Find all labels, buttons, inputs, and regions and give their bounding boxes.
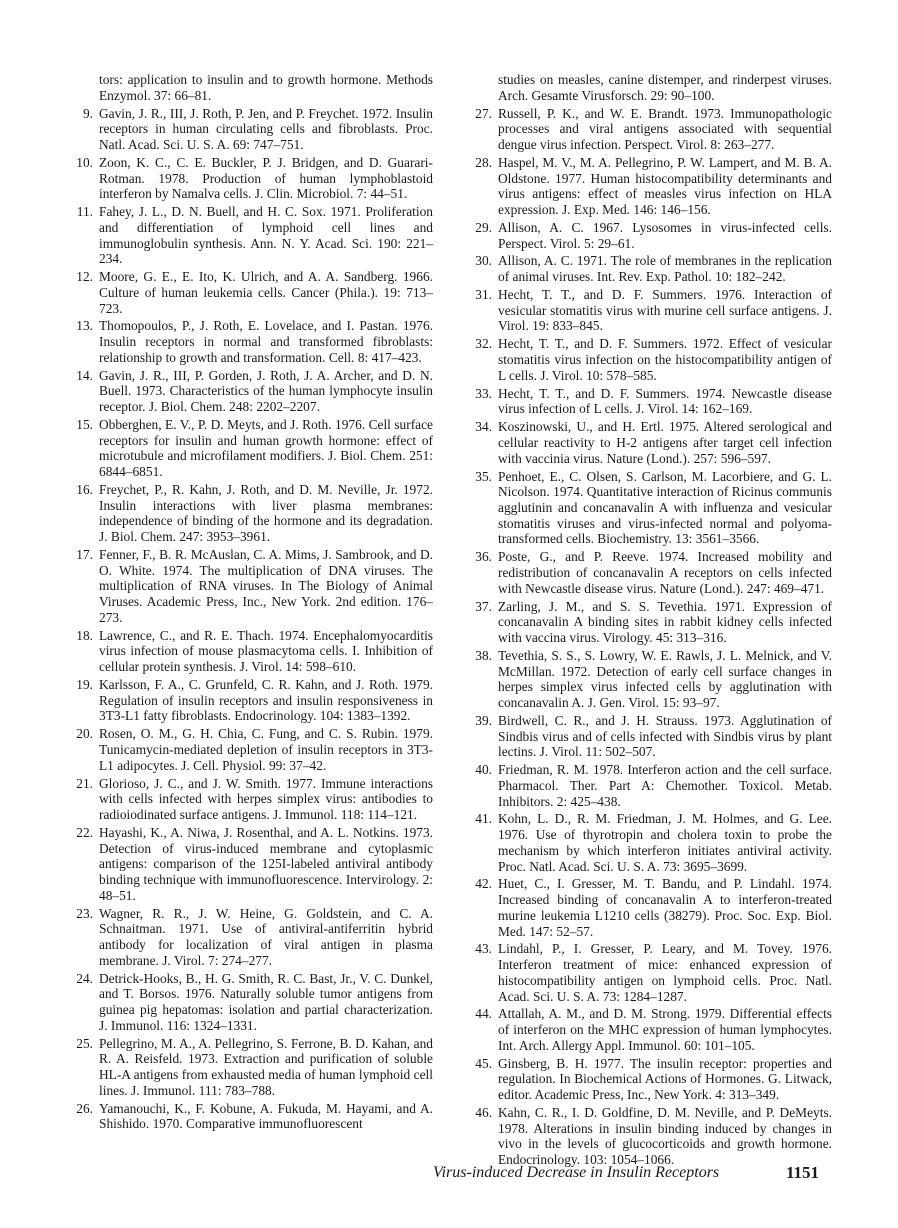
reference-text: Glorioso, J. C., and J. W. Smith. 1977. Immune interactions with cells infected with herpes simplex virus: antibodies to radioiodinated surface antigens. J. Immunol. 118: 114–121. [99,775,433,823]
reference-number: 21. [76,775,93,791]
reference-number: 35. [475,468,492,484]
reference-number: 23. [76,905,93,921]
reference-item [470,762,832,809]
reference-column-right [470,72,832,1170]
reference-text: Huet, C., I. Gresser, M. T. Bandu, and P. Lindahl. 1974. Increased binding of concanavalin A to interferon-treated murine leukemia L1210 cells (38279). Proc. Soc. Exp. Biol. Med. 147: 52–57. [498,876,832,939]
reference-text: Allison, A. C. 1971. The role of membranes in the replication of animal viruses. Int. Rev. Exp. Pathol. 10: 182–242. [498,253,832,285]
reference-text: Allison, A. C. 1967. Lysosomes in virus-infected cells. Perspect. Virol. 5: 29–61. [498,219,832,251]
reference-item [470,386,832,417]
reference-item [71,677,433,724]
reference-item [470,549,832,596]
reference-text: Hecht, T. T., and D. F. Summers. 1976. Interaction of vesicular stomatitis virus with murine cell surface antigens. J. Virol. 19: 833–845. [498,287,832,334]
reference-text: Gavin, J. R., III, P. Gorden, J. Roth, J. A. Archer, and D. N. Buell. 1973. Characteristics of the human lymphocyte insulin receptor. J. Biol. Chem. 248: 2202–2207. [99,367,433,415]
reference-number: 36. [475,549,492,565]
reference-text: Detrick-Hooks, B., H. G. Smith, R. C. Bast, Jr., V. C. Dunkel, and T. Borsos. 1976. Naturally soluble tumor antigens from guinea pig hepatomas: isolation and partial characterization. J. Immunol. 116: 1324–1331. [99,970,433,1033]
reference-item [71,106,433,153]
reference-number: 17. [76,547,93,563]
reference-item [470,1006,832,1053]
reference-text: Hecht, T. T., and D. F. Summers. 1974. Newcastle disease virus infection of L cells. J. Virol. 14: 162–169. [498,385,832,417]
reference-item [470,72,832,103]
reference-number: 24. [76,970,93,986]
reference-text: Pellegrino, M. A., A. Pellegrino, S. Ferrone, B. D. Kahan, and R. A. Reisfeld. 1973. Extraction and purification of soluble HL-A antigens from exhausted media of human lymphoid cell lines. J. Immunol. 111: 783–788. [99,1035,433,1098]
reference-text: Wagner, R. R., J. W. Heine, G. Goldstein, and C. A. Schnaitman. 1971. Use of antiviral-antiferritin hybrid antibody for localization of viral antigen in plasma membrane. J. Virol. 7: 274–277. [99,905,433,968]
reference-item [470,287,832,334]
reference-item [470,1056,832,1103]
reference-text: Kohn, L. D., R. M. Friedman, J. M. Holmes, and G. Lee. 1976. Use of thyrotropin and cholera toxin to probe the mechanism by which interferon initiates antiviral activity. Proc. Natl. Acad. Sci. U. S. A. 73: 3695–3699. [498,811,832,874]
reference-number: 44. [475,1006,492,1022]
reference-number: 33. [475,385,492,401]
reference-text: Hecht, T. T., and D. F. Summers. 1972. Effect of vesicular stomatitis virus infection on the histocompatibility antigen of L cells. J. Virol. 10: 578–585. [498,336,832,383]
reference-item [470,599,832,646]
reference-item [470,876,832,939]
reference-text: Birdwell, C. R., and J. H. Strauss. 1973. Agglutination of Sindbis virus and of cells infected with Sindbis virus by plant lectins. J. Virol. 11: 502–507. [498,712,832,760]
running-title: Virus-induced Decrease in Insulin Receptors [433,1164,720,1181]
reference-number: 20. [76,726,93,742]
reference-number: 14. [76,367,93,383]
reference-text: Gavin, J. R., III, J. Roth, P. Jen, and P. Freychet. 1972. Insulin receptors in human circulating cells and fibroblasts. Proc. Natl. Acad. Sci. U. S. A. 69: 747–751. [99,105,433,152]
reference-text: Tevethia, S. S., S. Lowry, W. E. Rawls, J. L. Melnick, and V. McMillan. 1972. Detection of early cell surface changes in herpes simplex virus infected cells by agglutination with concanavalin A. J. Gen. Virol. 15: 93–97. [498,647,832,710]
reference-text: Haspel, M. V., M. A. Pellegrino, P. W. Lampert, and M. B. A. Oldstone. 1977. Human histocompatibility determinants and virus antigens: effect of measles virus infection on HLA expression. J. Exp. Med. 146: 146–156. [498,154,832,217]
reference-column-left [71,72,433,1134]
reference-item [71,906,433,969]
reference-item [71,776,433,823]
reference-item [71,318,433,365]
reference-item [470,941,832,1004]
reference-item [470,713,832,760]
reference-item [470,336,832,383]
reference-number: 37. [475,598,492,614]
reference-item [71,269,433,316]
reference-number: 18. [76,627,93,643]
reference-item [71,482,433,545]
reference-number: 42. [475,876,492,892]
reference-item [71,825,433,904]
reference-item [71,1036,433,1099]
reference-text: Zoon, K. C., C. E. Buckler, P. J. Bridgen, and D. Guarari-Rotman. 1978. Production of human lymphoblastoid interferon by Namalva cells. J. Clin. Microbiol. 7: 44–51. [99,154,433,202]
reference-number: 11. [76,204,93,220]
reference-item [470,220,832,251]
reference-text: Rosen, O. M., G. H. Chia, C. Fung, and C. S. Rubin. 1979. Tunicamycin-mediated depletion of insulin receptors in 3T3-L1 adipocytes. J. Cell. Physiol. 99: 37–42. [99,726,433,773]
reference-number: 25. [76,1035,93,1051]
reference-item [71,1101,433,1132]
reference-item [71,417,433,480]
reference-text: Zarling, J. M., and S. S. Tevethia. 1971. Expression of concanavalin A binding sites in rabbit kidney cells infected with vaccina virus. Virology. 45: 313–316. [498,598,832,645]
reference-text: Kahn, C. R., I. D. Goldfine, D. M. Neville, and P. DeMeyts. 1978. Alterations in insulin binding induced by changes in vivo in the levels of glucocorticoids and growth hormone. Endocrinology. 103: 1054–1066. [498,1105,832,1168]
reference-item [470,811,832,874]
reference-text: Obberghen, E. V., P. D. Meyts, and J. Roth. 1976. Cell surface receptors for insulin and human growth hormone: effect of microtubule and microfilament modifiers. J. Biol. Chem. 251: 6844–6851. [99,417,433,480]
reference-number: 27. [475,105,492,121]
reference-text: Penhoet, E., C. Olsen, S. Carlson, M. Lacorbiere, and G. L. Nicolson. 1974. Quantitative interaction of Ricinus communis agglutinin and concanavalin A with influenza and vesicular stomatitis viruses and virus-infected normal and polyoma-transformed cells. Biochemistry. 13: 3561–3566. [498,468,832,547]
reference-text: Poste, G., and P. Reeve. 1974. Increased mobility and redistribution of concanavalin A receptors on cells infected with Newcastle disease virus. Nature (Lond.). 247: 469–471. [498,549,832,596]
reference-item [71,726,433,773]
reference-text: studies on measles, canine distemper, and rinderpest viruses. Arch. Gesamte Virusforsch. 29: 90–100. [498,72,832,103]
reference-item [71,971,433,1034]
reference-item [470,106,832,153]
reference-number: 40. [475,762,492,778]
reference-number: 13. [76,318,93,334]
reference-text: Lawrence, C., and R. E. Thach. 1974. Encephalomyocarditis virus infection of mouse plasmacytoma cells. I. Inhibition of cellular protein synthesis. J. Virol. 14: 598–610. [99,627,433,675]
reference-item [71,72,433,103]
reference-text: Koszinowski, U., and H. Ertl. 1975. Altered serological and cellular reactivity to H-2 antigens after target cell infection with vaccinia virus. Nature (Lond.). 257: 596–597. [498,419,832,466]
reference-text: Attallah, A. M., and D. M. Strong. 1979. Differential effects of interferon on the MHC expression of human lymphocytes. Int. Arch. Allergy Appl. Immunol. 60: 101–105. [498,1006,832,1053]
reference-item [71,368,433,415]
reference-item [71,155,433,202]
reference-number: 26. [76,1100,93,1116]
reference-item [470,1105,832,1168]
reference-number: 30. [475,253,492,269]
reference-text: Moore, G. E., E. Ito, K. Ulrich, and A. A. Sandberg. 1966. Culture of human leukemia cells. Cancer (Phila.). 19: 713–723. [99,269,433,316]
reference-number: 28. [475,154,492,170]
reference-number: 16. [76,482,93,498]
reference-text: Freychet, P., R. Kahn, J. Roth, and D. M. Neville, Jr. 1972. Insulin interactions with liver plasma membranes: independence of binding of the hormone and its degradation. J. Biol. Chem. 247: 3953–3961. [99,482,433,545]
reference-number: 9. [82,105,93,121]
reference-number: 39. [475,712,492,728]
reference-item [470,253,832,284]
reference-number: 46. [475,1105,492,1121]
reference-text: Lindahl, P., I. Gresser, P. Leary, and M. Tovey. 1976. Interferon treatment of mice: enhanced expression of histocompatibility antigen on lymphoid cells. Proc. Natl. Acad. Sci. U. S. A. 73: 1284–1287. [498,941,832,1004]
reference-number: 34. [475,419,492,435]
reference-text: Fenner, F., B. R. McAuslan, C. A. Mims, J. Sambrook, and D. O. White. 1974. The multiplication of DNA viruses. The multiplication of RNA viruses. In The Biology of Animal Viruses. Academic Press, Inc., New York. 2nd edition. 176–273. [99,547,433,625]
reference-number: 32. [475,336,492,352]
reference-text: Yamanouchi, K., F. Kobune, A. Fukuda, M. Hayami, and A. Shishido. 1970. Comparative immunofluorescent [99,1100,433,1132]
reference-text: tors: application to insulin and to growth hormone. Methods Enzymol. 37: 66–81. [99,72,433,103]
reference-text: Russell, P. K., and W. E. Brandt. 1973. Immunopathologic processes and viral antigens associated with sequential dengue virus infection. Perspect. Virol. 8: 263–277. [498,105,832,152]
reference-number: 12. [76,269,93,285]
reference-number: 29. [475,219,492,235]
reference-number: 10. [76,154,93,170]
reference-number: 43. [475,941,492,957]
reference-number: 19. [76,677,93,693]
reference-text: Thomopoulos, P., J. Roth, E. Lovelace, and I. Pastan. 1976. Insulin receptors in normal and transformed fibroblasts: relationship to growth and transformation. Cell. 8: 417–423. [99,318,433,365]
page-number: 1151 [786,1163,820,1182]
reference-number: 38. [475,647,492,663]
reference-item [470,469,832,548]
reference-item [71,547,433,626]
reference-number: 15. [76,417,93,433]
reference-text: Karlsson, F. A., C. Grunfeld, C. R. Kahn, and J. Roth. 1979. Regulation of insulin receptors and insulin responsiveness in 3T3-L1 fatty fibroblasts. Endocrinology. 104: 1383–1392. [99,677,433,724]
reference-item [470,419,832,466]
reference-item [71,204,433,267]
reference-text: Friedman, R. M. 1978. Interferon action and the cell surface. Pharmacol. Ther. Part A: Chemother. Toxicol. Metab. Inhibitors. 2: 425–438. [498,762,832,809]
reference-text: Ginsberg, B. H. 1977. The insulin receptor: properties and regulation. In Biochemical Actions of Hormones. G. Litwack, editor. Academic Press, Inc., New York. 4: 313–349. [498,1055,832,1103]
reference-text: Hayashi, K., A. Niwa, J. Rosenthal, and A. L. Notkins. 1973. Detection of virus-induced membrane and cytoplasmic antigens: comparison of the 125I-labeled antiviral antibody binding technique with immunofluorescence. Intervirology. 2: 48–51. [99,824,433,903]
reference-item [470,155,832,218]
reference-number: 45. [475,1055,492,1071]
reference-number: 41. [475,811,492,827]
reference-text: Fahey, J. L., D. N. Buell, and H. C. Sox. 1971. Proliferation and differentiation of lymphoid cell lines and immunoglobulin synthesis. Ann. N. Y. Acad. Sci. 190: 221–234. [99,204,433,267]
reference-number: 22. [76,824,93,840]
reference-item [71,628,433,675]
reference-item [470,648,832,711]
reference-number: 31. [475,287,492,303]
